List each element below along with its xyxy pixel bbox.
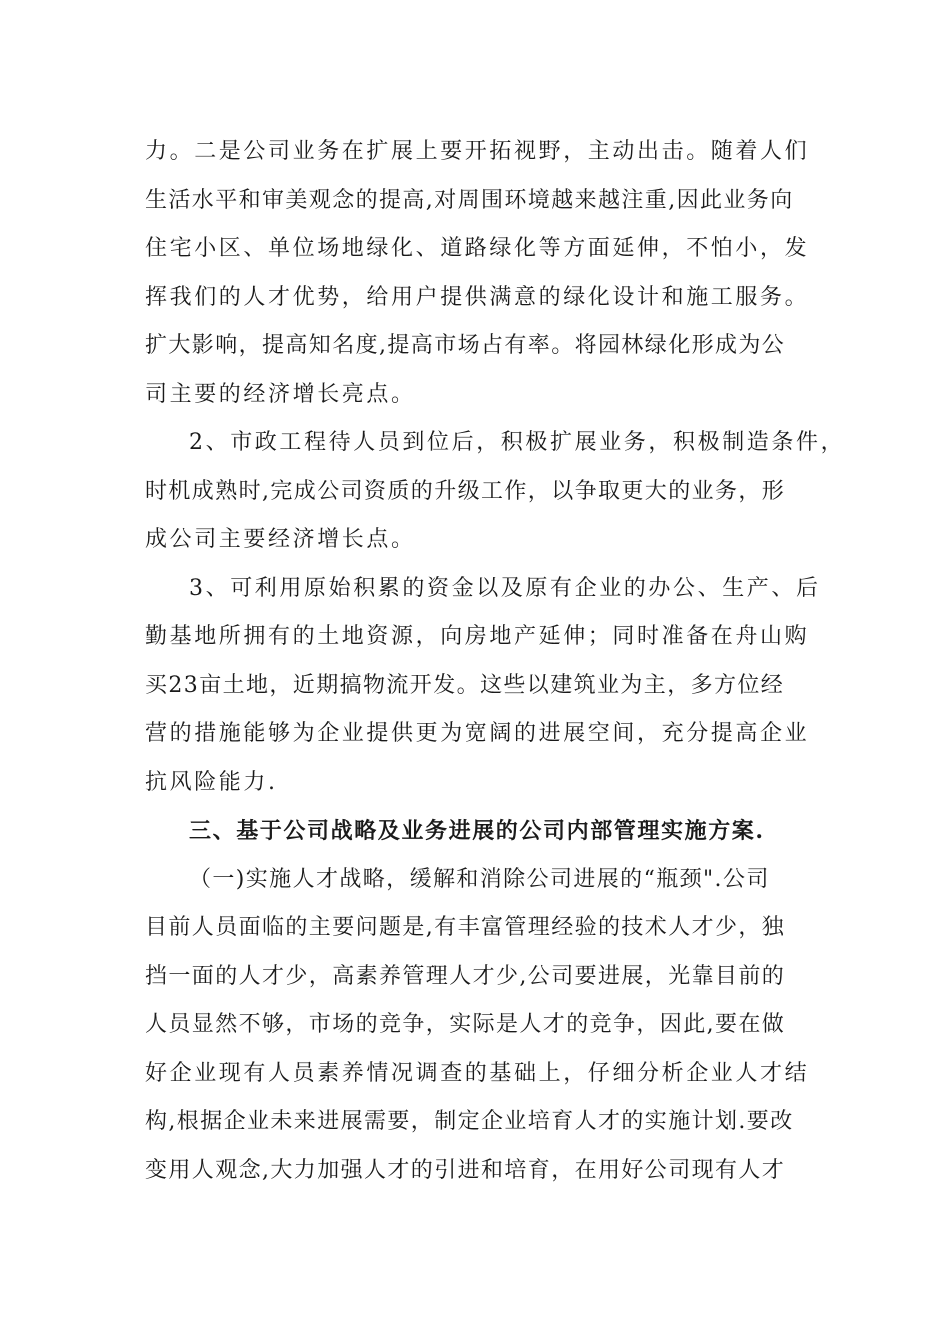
text-line: （一)实施人才战略，缓解和消除公司进展的“瓶颈".公司	[189, 866, 770, 892]
text-line: 挥我们的人才优势，给用户提供满意的绿化设计和施工服务。	[145, 284, 810, 310]
text-line: 抗风险能力.	[145, 769, 278, 795]
text-line: 人员显然不够，市场的竞争，实际是人才的竞争，因此,要在做	[145, 1012, 786, 1037]
text-line: 营的措施能够为企业提供更为宽阔的进展空间，充分提高企业	[145, 721, 810, 746]
text-line: 变用人观念,大力加强人才的引进和培育，在用好公司现有人才	[145, 1157, 786, 1183]
text-line: 构,根据企业未来进展需要，制定企业培育人才的实施计划.要改	[145, 1109, 794, 1134]
body-text	[145, 128, 846, 1195]
text-line: 住宅小区、单位场地绿化、道路绿化等方面延伸，不怕小，发	[145, 236, 810, 261]
text-line: 扩大影响，提高知名度,提高市场占有率。将园林绿化形成为公	[145, 333, 786, 358]
text-line: 3、可利用原始积累的资金以及原有企业的办公、生产、后	[189, 575, 821, 601]
text-line: 挡一面的人才少，高素养管理人才少,公司要进展，光靠目前的	[145, 963, 786, 989]
text-line: 勤基地所拥有的土地资源，向房地产延伸；同时准备在舟山购	[145, 624, 810, 649]
text-line: 时机成熟时,完成公司资质的升级工作，以争取更大的业务，形	[145, 478, 786, 504]
text-line: 好企业现有人员素养情况调查的基础上，仔细分析企业人才结	[145, 1060, 810, 1086]
text-line: 生活水平和审美观念的提高,对周围环境越来越注重,因此业务向	[145, 187, 794, 213]
text-line: 力。二是公司业务在扩展上要开拓视野，主动出击。随着人们	[145, 139, 810, 164]
text-line: 2、市政工程待人员到位后，积极扩展业务，积极制造条件，	[189, 430, 846, 455]
text-line: 成公司主要经济增长点。	[145, 527, 416, 552]
text-line: 买23亩土地，近期搞物流开发。这些以建筑业为主，多方位经	[145, 672, 785, 698]
section-heading: 三、基于公司战略及业务进展的公司内部管理实施方案.	[189, 818, 765, 844]
text-line: 目前人员面临的主要问题是,有丰富管理经验的技术人才少，独	[145, 915, 786, 940]
text-line: 司主要的经济增长亮点。	[145, 381, 416, 407]
